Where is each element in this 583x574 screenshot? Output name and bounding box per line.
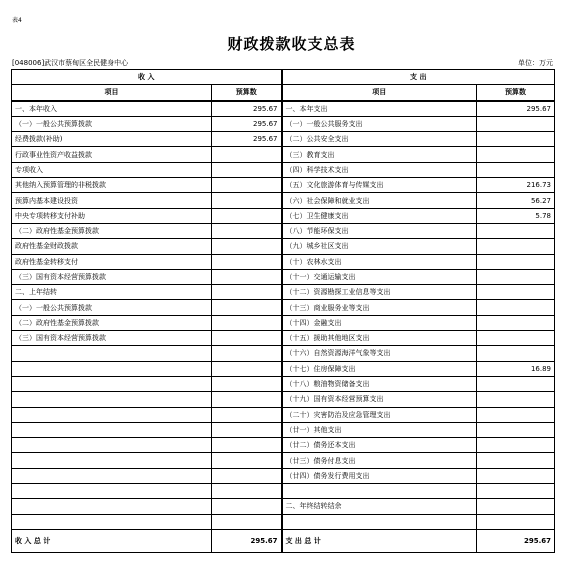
expense-value — [477, 239, 555, 254]
table-row — [12, 208, 555, 223]
income-value — [212, 361, 282, 376]
expense-item: （二十）灾害防治及应急管理支出 — [282, 407, 477, 422]
income-item: （一）一般公共预算拨款 — [12, 300, 212, 315]
income-item — [12, 346, 212, 361]
table-row — [12, 193, 555, 208]
income-value — [212, 392, 282, 407]
income-item: 政府性基金财政拨款 — [12, 239, 212, 254]
income-item: 预算内基本建设投资 — [12, 193, 212, 208]
expense-item: （三）教育支出 — [282, 147, 477, 162]
table-row — [12, 346, 555, 361]
income-value — [212, 468, 282, 483]
expense-item: 二、年终结转结余 — [282, 499, 477, 514]
table-row — [12, 376, 555, 391]
income-item: 二、上年结转 — [12, 285, 212, 300]
expense-value — [477, 300, 555, 315]
table-row — [12, 269, 555, 284]
income-total-value: 295.67 — [212, 529, 282, 552]
income-value — [212, 147, 282, 162]
income-item — [12, 453, 212, 468]
table-tag: 表4 — [12, 17, 22, 24]
expense-value — [477, 132, 555, 147]
budget-table — [11, 69, 555, 553]
expense-item: （九）城乡社区支出 — [282, 239, 477, 254]
income-value — [212, 254, 282, 269]
income-item: 中央专项转移支付补助 — [12, 208, 212, 223]
expense-item: （廿二）债务还本支出 — [282, 438, 477, 453]
expense-value — [477, 116, 555, 131]
income-budget-header: 预算数 — [212, 85, 282, 101]
expense-item: （十四）金融支出 — [282, 315, 477, 330]
org-name: [048006]武汉市蔡甸区全民健身中心 — [12, 59, 129, 67]
income-item: （二）政府性基金预算拨款 — [12, 223, 212, 238]
expense-value — [477, 514, 555, 529]
income-value — [212, 484, 282, 499]
expense-value: 56.27 — [477, 193, 555, 208]
expense-value — [477, 162, 555, 177]
table-row — [12, 254, 555, 269]
expense-value — [477, 147, 555, 162]
table-row — [12, 331, 555, 346]
table-row — [12, 223, 555, 238]
expense-total-value: 295.67 — [477, 529, 555, 552]
expense-item: （廿三）债务付息支出 — [282, 453, 477, 468]
expense-value: 216.73 — [477, 178, 555, 193]
table-row — [12, 178, 555, 193]
income-item: 其他纳入预算管理的非税拨款 — [12, 178, 212, 193]
expense-item: （十一）交通运输支出 — [282, 269, 477, 284]
income-item: 行政事业性资产收益拨款 — [12, 147, 212, 162]
income-item — [12, 376, 212, 391]
expense-item: （五）文化旅游体育与传媒支出 — [282, 178, 477, 193]
income-value: 295.67 — [212, 116, 282, 131]
income-item: 一、本年收入 — [12, 101, 212, 117]
income-value — [212, 300, 282, 315]
expense-total-label: 支 出 总 计 — [282, 529, 477, 552]
table-row — [12, 484, 555, 499]
income-item: 专项收入 — [12, 162, 212, 177]
table-row — [12, 422, 555, 437]
expense-value — [477, 331, 555, 346]
expense-item: （十五）援助其他地区支出 — [282, 331, 477, 346]
table-row — [12, 315, 555, 330]
expense-value — [477, 407, 555, 422]
expense-value — [477, 346, 555, 361]
income-value — [212, 162, 282, 177]
table-row — [12, 361, 555, 376]
section-header-row — [12, 70, 555, 85]
income-value — [212, 208, 282, 223]
income-value: 295.67 — [212, 101, 282, 117]
income-item: （三）国有资本经营预算拨款 — [12, 269, 212, 284]
expense-value — [477, 453, 555, 468]
income-item: 经费拨款(补助) — [12, 132, 212, 147]
table-row — [12, 468, 555, 483]
income-value — [212, 223, 282, 238]
table-row — [12, 453, 555, 468]
expense-item: （十九）国有资本经营预算支出 — [282, 392, 477, 407]
expense-value — [477, 392, 555, 407]
expense-item: （四）科学技术支出 — [282, 162, 477, 177]
income-item — [12, 468, 212, 483]
expense-value — [477, 285, 555, 300]
table-row — [12, 438, 555, 453]
income-value — [212, 346, 282, 361]
expense-value — [477, 468, 555, 483]
total-row — [12, 529, 555, 552]
income-item — [12, 438, 212, 453]
income-value — [212, 438, 282, 453]
income-value — [212, 499, 282, 514]
income-value — [212, 453, 282, 468]
income-item — [12, 361, 212, 376]
income-item: （三）国有资本经营预算拨款 — [12, 331, 212, 346]
income-item — [12, 422, 212, 437]
expense-item: （七）卫生健康支出 — [282, 208, 477, 223]
table-row — [12, 239, 555, 254]
table-row — [12, 162, 555, 177]
expense-item: 一、本年支出 — [282, 101, 477, 117]
expense-value — [477, 254, 555, 269]
table-row — [12, 285, 555, 300]
expense-item: （十）农林水支出 — [282, 254, 477, 269]
income-item — [12, 392, 212, 407]
table-row — [12, 300, 555, 315]
income-value — [212, 407, 282, 422]
expense-value — [477, 315, 555, 330]
table-row — [12, 514, 555, 529]
expense-item: （二）公共安全支出 — [282, 132, 477, 147]
column-header-row — [12, 85, 555, 101]
income-total-label: 收 入 总 计 — [12, 529, 212, 552]
expense-value: 5.78 — [477, 208, 555, 223]
expense-value — [477, 438, 555, 453]
expense-value: 16.89 — [477, 361, 555, 376]
table-row — [12, 101, 555, 117]
expense-item: （一）一般公共服务支出 — [282, 116, 477, 131]
expense-value — [477, 499, 555, 514]
expense-item: （八）节能环保支出 — [282, 223, 477, 238]
income-value — [212, 178, 282, 193]
expense-item-header: 项目 — [282, 85, 477, 101]
expense-budget-header: 预算数 — [477, 85, 555, 101]
expense-item: （十八）粮油物资储备支出 — [282, 376, 477, 391]
income-item: 政府性基金转移支付 — [12, 254, 212, 269]
expense-value — [477, 269, 555, 284]
income-value — [212, 331, 282, 346]
income-value — [212, 269, 282, 284]
expense-item — [282, 484, 477, 499]
expense-value: 295.67 — [477, 101, 555, 117]
expense-item: （十二）资源勘探工业信息等支出 — [282, 285, 477, 300]
unit-label: 单位：万元 — [518, 59, 553, 67]
income-item — [12, 514, 212, 529]
page-title: 财政拨款收支总表 — [227, 35, 356, 53]
table-row — [12, 392, 555, 407]
expense-value — [477, 484, 555, 499]
income-value — [212, 315, 282, 330]
expense-value — [477, 223, 555, 238]
table-row — [12, 116, 555, 131]
income-header: 收 入 — [12, 70, 282, 85]
income-item — [12, 499, 212, 514]
income-value — [212, 193, 282, 208]
income-item — [12, 484, 212, 499]
table-row — [12, 132, 555, 147]
income-item-header: 项目 — [12, 85, 212, 101]
income-value — [212, 422, 282, 437]
expense-item: （六）社会保障和就业支出 — [282, 193, 477, 208]
table-row — [12, 147, 555, 162]
expense-item: （十六）自然资源海洋气象等支出 — [282, 346, 477, 361]
income-value — [212, 285, 282, 300]
expense-value — [477, 422, 555, 437]
expense-value — [477, 376, 555, 391]
expense-item: （十三）商业服务业等支出 — [282, 300, 477, 315]
table-row — [12, 407, 555, 422]
income-item: （二）政府性基金预算拨款 — [12, 315, 212, 330]
income-item: （一）一般公共预算拨款 — [12, 116, 212, 131]
expense-item: （廿一）其他支出 — [282, 422, 477, 437]
income-value — [212, 514, 282, 529]
expense-header: 支 出 — [282, 70, 555, 85]
income-item — [12, 407, 212, 422]
income-value: 295.67 — [212, 132, 282, 147]
table-row — [12, 499, 555, 514]
expense-item — [282, 514, 477, 529]
expense-item: （廿四）债务发行费用支出 — [282, 468, 477, 483]
income-value — [212, 239, 282, 254]
expense-item: （十七）住房保障支出 — [282, 361, 477, 376]
income-value — [212, 376, 282, 391]
